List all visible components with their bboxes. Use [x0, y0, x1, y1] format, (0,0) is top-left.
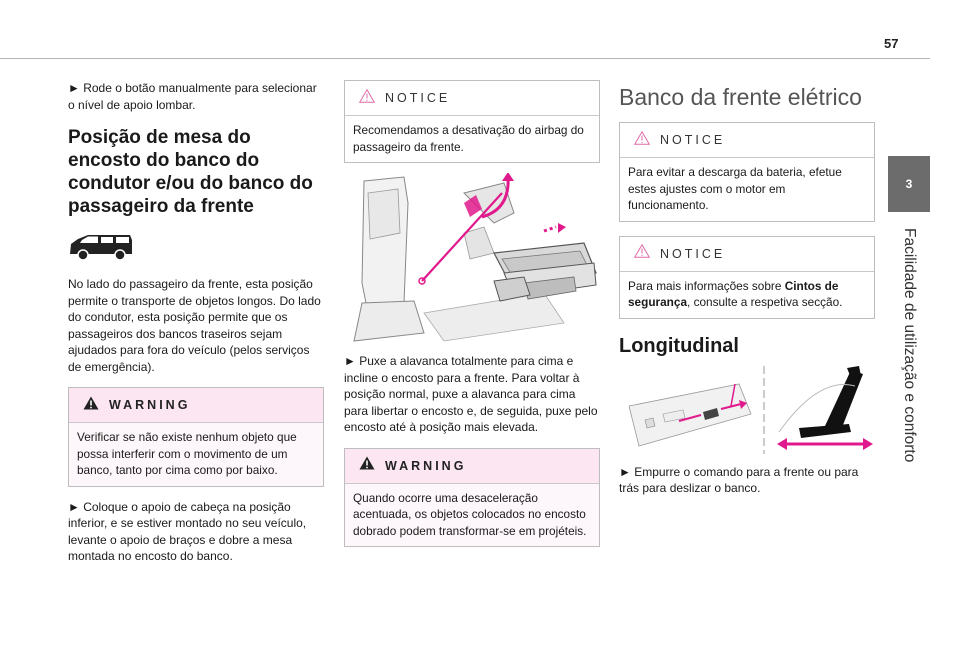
seatbelts-link[interactable]: Cintos de segurança [628, 278, 839, 309]
notice-triangle-icon [634, 131, 650, 150]
notice-box-seatbelts [619, 236, 875, 319]
notice-header [620, 123, 874, 157]
notice-box-battery [619, 122, 875, 222]
notice-text: Recomendamos a desativação do airbag do passageiro da frente. [345, 115, 599, 162]
notice-text-post: , consulte a respetiva secção. [687, 295, 843, 309]
table-position-paragraph: No lado do passageiro da frente, esta posição permite o transporte de objetos longos. Do lado do condutor, esta posição permite que os passageiros dos bancos traseiros sejam ajudados para fora do veículo (pelos serviços de emergência). [68, 277, 321, 374]
notice-triangle-icon [359, 89, 375, 108]
notice-text [620, 271, 874, 318]
section-heading-longitudinal: Longitudinal [619, 334, 739, 357]
warning-label: WARNING [385, 458, 467, 473]
column-3 [619, 80, 875, 497]
warning-text: Quando ocorre uma desaceleração acentuada, os objetos colocados no encosto dobrado podem transformar-se em projéteis. [345, 483, 599, 547]
notice-header [620, 237, 874, 271]
warning-header [69, 388, 323, 422]
notice-text: Para evitar a descarga da bateria, efetue estes ajustes com o motor em funcionamento. [620, 157, 874, 221]
warning-label: WARNING [109, 398, 191, 412]
warning-box-projectiles [344, 448, 600, 548]
section-title-electric-seat: Banco da frente elétrico [619, 84, 862, 110]
notice-header [345, 81, 599, 115]
header-rule [0, 58, 930, 59]
fold-backrest-step: ► Puxe a alavanca totalmente para cima e incline o encosto para a frente. Para voltar à posição normal, puxe a alavanca para cima para libertar o encosto e, de seguida, puxe pelo encosto até à posição mais elevada. [344, 354, 598, 434]
column-2 [344, 80, 600, 547]
warning-box [68, 387, 324, 487]
notice-box [344, 80, 600, 163]
warning-header [345, 449, 599, 483]
warning-text: Verificar se não existe nenhum objeto que possa interferir com o movimento de um banco, tanto por cima como por baixo. [69, 422, 323, 486]
headrest-step: ► Coloque o apoio de cabeça na posição inferior, e se estiver montado no seu veículo, levante o apoio de braços e dobre a mesa montada no encosto do banco. [68, 499, 307, 563]
chapter-tab[interactable]: 3 [888, 156, 930, 212]
notice-triangle-icon [634, 244, 650, 263]
warning-triangle-icon [359, 456, 375, 475]
warning-triangle-icon [83, 396, 99, 415]
seat-fold-illustration [344, 173, 600, 345]
notice-label: NOTICE [660, 133, 726, 147]
van-icon [68, 232, 324, 268]
lumbar-step: ► Rode o botão manualmente para selecionar o nível de apoio lombar. [68, 81, 317, 112]
notice-label: NOTICE [660, 246, 726, 261]
longitudinal-illustration [619, 366, 875, 458]
chapter-title: Facilidade de utilização e conforto [901, 228, 918, 463]
notice-text-pre: Para mais informações sobre [628, 278, 785, 293]
slide-seat-step: ► Empurre o comando para a frente ou para trás para deslizar o banco. [619, 464, 859, 495]
column-1 [68, 80, 324, 565]
notice-label: NOTICE [385, 91, 451, 105]
page-number: 57 [884, 36, 899, 51]
section-heading-table-position: Posição de mesa do encosto do banco do condutor e/ou do banco do passageiro da frente [68, 127, 313, 217]
